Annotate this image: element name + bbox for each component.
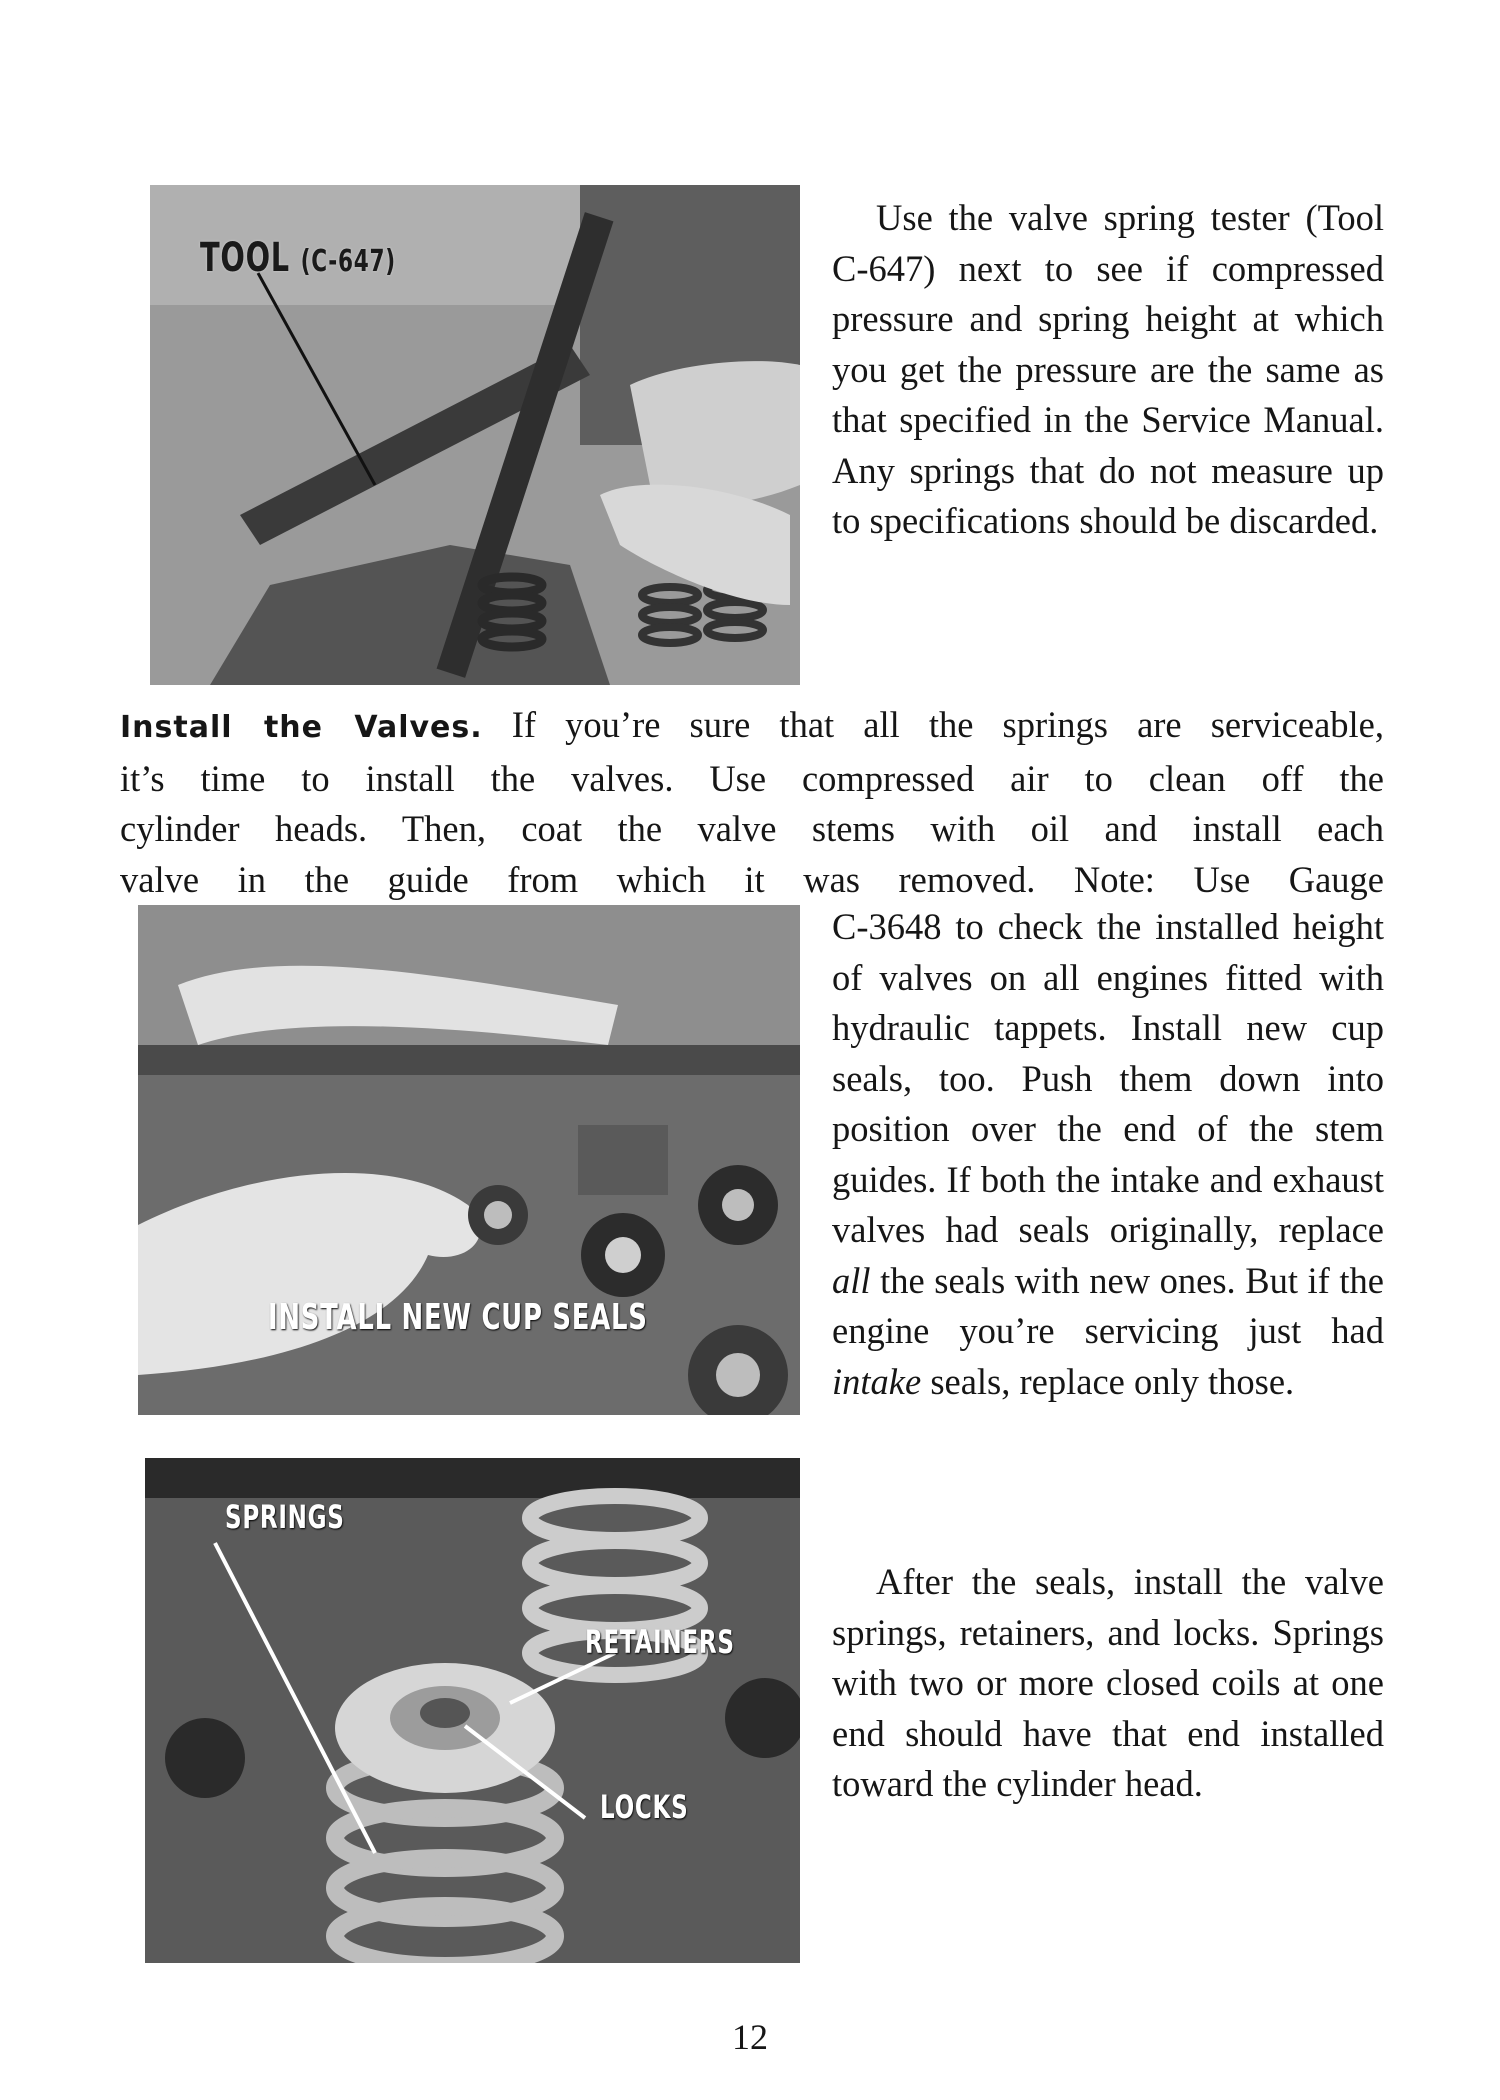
springs-label: SPRINGS <box>225 1498 345 1536</box>
install-line-3: cylinder heads. Then, coat the valve stems with oil and install each <box>120 808 1384 849</box>
gauge-text-intake: intake <box>832 1360 922 1402</box>
install-valves-heading: Install the Valves. <box>120 710 483 745</box>
tool-label <box>200 235 396 281</box>
cup-seals-photo <box>138 905 800 1415</box>
locks-label: LOCKS <box>600 1788 689 1826</box>
gauge-text-a: C-3648 to check the installed height of valves on all engines fitted with hydraulic tappets. Install new cup seals, too. Push them down into position over the end of the stem guides. If both the intake and exhaust valves had seals originally, replace <box>832 906 1384 1250</box>
page-number: 12 <box>732 2017 768 2057</box>
retainers-label: RETAINERS <box>585 1623 735 1661</box>
tester-paragraph: Use the valve spring tester (Tool C-647) next to see if compressed pressure and spring height at which you get the pressure are the same as that specified in the Service Manual. Any springs that do not measure up to specifications should be discarded. <box>832 197 1384 541</box>
install-valves-paragraph <box>120 700 1384 905</box>
gauge-text-c: seals, replace only those. <box>921 1360 1295 1402</box>
tool-label-main: TOOL <box>200 235 290 281</box>
install-line-2: it’s time to install the valves. Use compressed air to clean off the <box>120 757 1384 799</box>
valve-spring-tester-photo <box>150 185 800 685</box>
gauge-text-b: the seals with new ones. But if the engine you’re servicing just had <box>832 1259 1384 1351</box>
install-new-cup-seals-label: INSTALL NEW CUP SEALS <box>268 1297 648 1338</box>
install-line-4: valve in the guide from which it was removed. Note: Use Gauge <box>120 858 1384 900</box>
gauge-text-all: all <box>832 1259 871 1301</box>
springs-retainers-locks-photo <box>145 1458 800 1963</box>
tool-label-code: (C-647) <box>300 244 396 279</box>
install-line-1: If you’re sure that all the springs are serviceable, <box>482 704 1384 745</box>
gauge-paragraph <box>832 902 1384 1407</box>
after-seals-paragraph: After the seals, install the valve springs, retainers, and locks. Springs with two or more closed coils at one end should have that end installed toward the cylinder head. <box>832 1561 1384 1804</box>
